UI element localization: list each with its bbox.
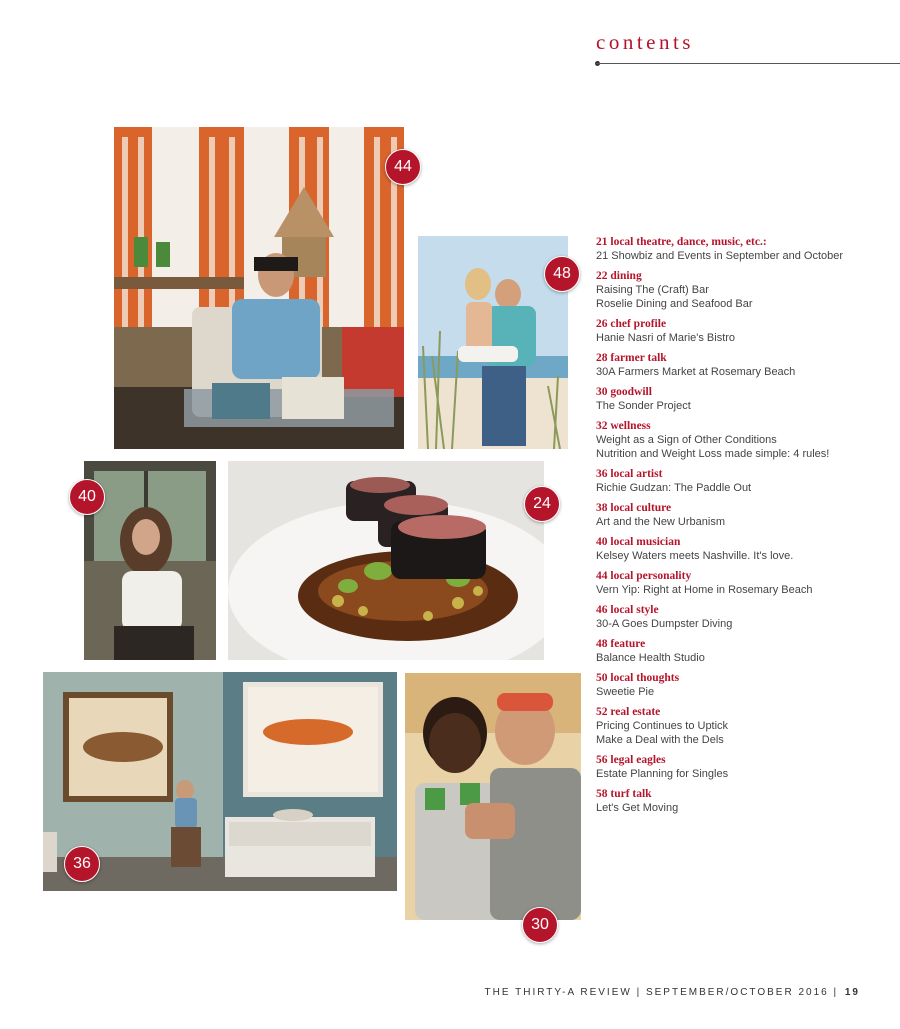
toc-entry-44[interactable] xyxy=(596,569,896,597)
page-badge-48: 48 xyxy=(544,256,580,292)
toc-entry-56[interactable] xyxy=(596,753,896,781)
toc-article: 30-A Goes Dumpster Diving xyxy=(596,618,733,630)
toc-heading: 28 farmer talk xyxy=(596,352,667,364)
toc-article: Weight as a Sign of Other Conditions xyxy=(596,434,777,446)
toc-heading: 38 local culture xyxy=(596,502,672,514)
toc-heading: 44 local personality xyxy=(596,570,692,582)
toc-entry-21[interactable] xyxy=(596,235,896,263)
toc-entry-28[interactable] xyxy=(596,351,896,379)
page-badge-30: 30 xyxy=(522,907,558,943)
toc-heading: 58 turf talk xyxy=(596,788,652,800)
toc-entry-46[interactable] xyxy=(596,603,896,631)
footer-publication: THE THIRTY-A REVIEW | SEPTEMBER/OCTOBER 2016 | xyxy=(484,987,839,998)
page-footer xyxy=(485,987,860,998)
toc-entry-58[interactable] xyxy=(596,787,896,815)
toc-article: Make a Deal with the Dels xyxy=(596,734,724,746)
toc-heading: 40 local musician xyxy=(596,536,681,548)
header-rule xyxy=(596,63,900,64)
photo-sonder-project[interactable] xyxy=(405,673,581,920)
toc-article: Vern Yip: Right at Home in Rosemary Beach xyxy=(596,584,813,596)
toc-article: Pricing Continues to Uptick xyxy=(596,720,729,732)
toc-article: Let's Get Moving xyxy=(596,802,679,814)
photo-food-dish[interactable] xyxy=(228,461,544,660)
toc-article: Raising The (Craft) Bar xyxy=(596,284,709,296)
toc-article: The Sonder Project xyxy=(596,400,691,412)
toc-article: Sweetie Pie xyxy=(596,686,655,698)
toc-article: Roselie Dining and Seafood Bar xyxy=(596,298,753,310)
toc-article: 21 Showbiz and Events in September and October xyxy=(596,250,844,262)
page-badge-44: 44 xyxy=(385,149,421,185)
toc-entry-40[interactable] xyxy=(596,535,896,563)
page-badge-40: 40 xyxy=(69,479,105,515)
page-badge-24: 24 xyxy=(524,486,560,522)
toc-heading: 48 feature xyxy=(596,638,646,650)
toc-heading: 21 local theatre, dance, music, etc.: xyxy=(596,236,767,248)
page-title: contents xyxy=(596,30,694,54)
toc-heading: 30 goodwill xyxy=(596,386,652,398)
toc-entry-22[interactable] xyxy=(596,269,896,311)
toc-entry-38[interactable] xyxy=(596,501,896,529)
toc-entry-48[interactable] xyxy=(596,637,896,665)
toc-article: Art and the New Urbanism xyxy=(596,516,725,528)
toc-entry-50[interactable] xyxy=(596,671,896,699)
page-badge-36: 36 xyxy=(64,846,100,882)
toc-heading: 32 wellness xyxy=(596,420,651,432)
toc-article: Richie Gudzan: The Paddle Out xyxy=(596,482,752,494)
toc-entry-30[interactable] xyxy=(596,385,896,413)
toc-article: Kelsey Waters meets Nashville. It's love. xyxy=(596,550,794,562)
toc-article: Balance Health Studio xyxy=(596,652,705,664)
toc-heading: 52 real estate xyxy=(596,706,661,718)
toc-entry-52[interactable] xyxy=(596,705,896,747)
toc-article: Estate Planning for Singles xyxy=(596,768,729,780)
toc-entry-26[interactable] xyxy=(596,317,896,345)
toc-heading: 50 local thoughts xyxy=(596,672,680,684)
toc-heading: 26 chef profile xyxy=(596,318,667,330)
toc-entry-32[interactable] xyxy=(596,419,896,461)
toc-heading: 56 legal eagles xyxy=(596,754,666,766)
page-number: 19 xyxy=(844,987,860,998)
toc-heading: 46 local style xyxy=(596,604,659,616)
toc-article: Nutrition and Weight Loss made simple: 4 rules! xyxy=(596,448,830,460)
toc-entry-36[interactable] xyxy=(596,467,896,495)
toc-heading: 36 local artist xyxy=(596,468,663,480)
toc-article: Hanie Nasri of Marie's Bistro xyxy=(596,332,736,344)
toc-article: 30A Farmers Market at Rosemary Beach xyxy=(596,366,796,378)
toc-heading: 22 dining xyxy=(596,270,642,282)
photo-vern-yip[interactable] xyxy=(114,127,404,449)
table-of-contents xyxy=(596,235,896,821)
